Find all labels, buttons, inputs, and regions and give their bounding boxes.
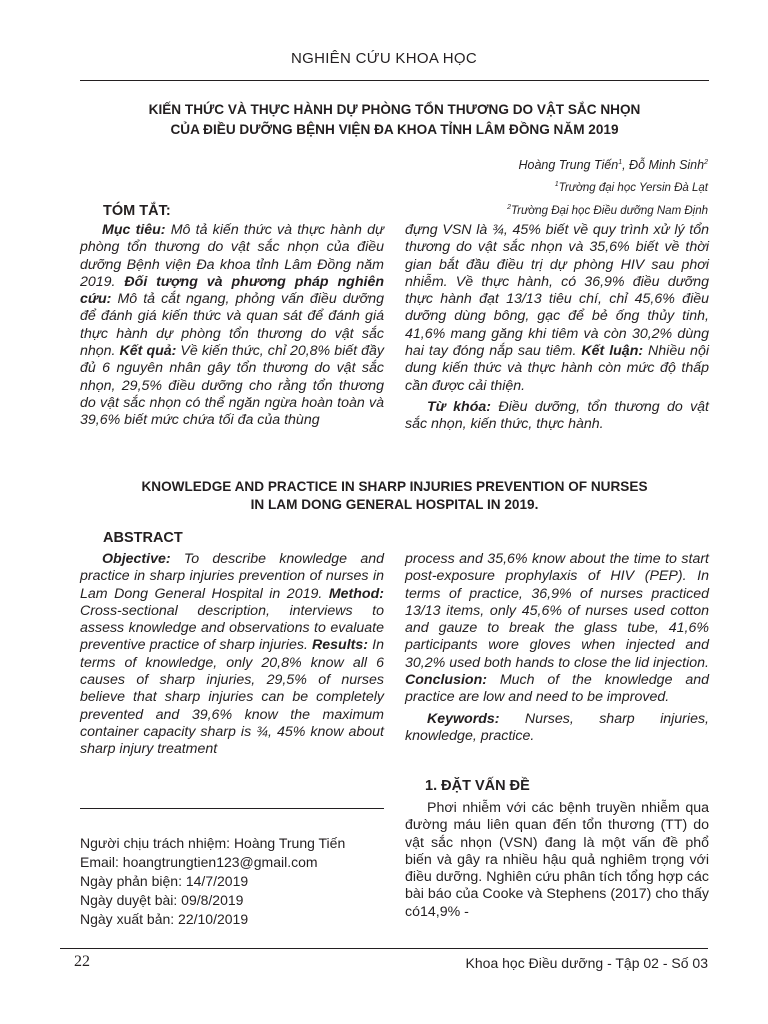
tomtat-heading: TÓM TẮT: <box>103 203 171 219</box>
section-header: NGHIÊN CỨU KHOA HỌC <box>290 50 478 67</box>
affiliation-2 <box>507 198 708 221</box>
footnote-publish-date: Ngày xuất bản: 22/10/2019 <box>80 911 249 927</box>
footer-divider <box>60 948 708 949</box>
tomtat-paragraph-cont <box>405 222 709 395</box>
aff2-text: Trường Đại học Điều dưỡng Nam Định <box>510 204 708 217</box>
author-line <box>507 153 708 175</box>
method-label-vi: Đối tượng và phương pháp nghiên cứu: <box>80 273 384 308</box>
conclusion-label-vi: Kết luận: <box>581 343 644 360</box>
intro-paragraph: Phơi nhiễm với các bệnh truyền nhiễm qua đường máu liên quan đến tổn thương (TT) do vật sắc nhọn (VSN) đang là một vấn đề phổ biến và gây ra nhiều hậu quả nghiêm trọng với điều dưỡng. Nghiên cứu phân tích tổng hợp các bài báo của Cooke và Stephens (2017) cho thấy có14,9% - <box>405 800 709 920</box>
results-label-en: Results: <box>312 637 369 654</box>
keywords-label-en: Keywords: <box>427 710 500 727</box>
keywords-en <box>405 711 709 746</box>
intro-column <box>405 800 709 921</box>
results-text-vi-left: Về kiến thức, chỉ 20,8% biết đầy đủ 6 nguyên nhân gây tổn thương do vật sắc nhọn, 29,5% điều dưỡng cho rằng tổn thương do vật sắc nhọn có thể ngăn ngừa hoàn toàn và 39,6% biết mức chứa tối đa của thùng <box>80 343 384 429</box>
abstract-right-column <box>405 551 709 745</box>
objective-label-vi: Mục tiêu: <box>102 222 166 238</box>
conclusion-text-en: Much of the knowledge and practice are low and need to be improved. <box>405 672 709 706</box>
keywords-label-vi: Từ khóa: <box>427 398 491 415</box>
tomtat-paragraph <box>80 222 384 430</box>
aff1-sup: 1 <box>554 181 559 189</box>
article-title-vi <box>80 100 709 140</box>
results-text-en-left: In terms of knowledge, only 20,8% know all 6 causes of sharp injuries, 29,5% of nurses believe that sharp injuries can be completely prevented and 39,6% know the maximum container capacity sharp is ¾, 45% know about sharp injury treatment <box>80 637 384 758</box>
author-1: Hoàng Trung Tiến <box>518 158 619 173</box>
footnote-divider <box>80 808 384 809</box>
header-divider <box>80 80 709 81</box>
method-text-vi: Mô tả cắt ngang, phỏng vấn điều dưỡng để đánh giá kiến thức và quan sát để đánh giá thực hành dự phòng tổn thương do vật sắc nhọn. <box>80 291 384 360</box>
footnote-block <box>80 834 345 929</box>
objective-label-en: Objective: <box>102 551 171 567</box>
abstract-paragraph <box>80 551 384 759</box>
author-1-sup: 1 <box>618 159 623 166</box>
footnote-email: Email: hoangtrungtien123@gmail.com <box>80 854 318 870</box>
footnote-review-date: Ngày phản biện: 14/7/2019 <box>80 873 249 889</box>
affiliation-1 <box>507 175 708 198</box>
keywords-text-en: Nurses, sharp injuries, knowledge, practice. <box>405 710 709 744</box>
method-text-en: Cross-sectional description, interviews to assess knowledge and observations to evaluate preventive practice of sharp injuries. <box>80 602 384 654</box>
objective-text-en: To describe knowledge and practice in sharp injuries prevention of nurses in Lam Dong General Hospital in 2019. <box>80 551 384 602</box>
method-label-en: Method: <box>328 585 384 602</box>
results-label-vi: Kết quả: <box>119 343 177 360</box>
keywords-vi <box>405 399 709 434</box>
article-title-en <box>80 478 709 514</box>
objective-text-vi: Mô tả kiến thức và thực hành dự phòng tổn thương do vật sắc nhọn của điều dưỡng Bệnh viện Đa khoa tỉnh Lâm Đồng năm 2019. <box>80 222 384 290</box>
conclusion-text-vi: Nhiều nội dung kiến thức và thực hành còn mức độ thấp cần được cải thiện. <box>405 343 709 394</box>
footnote-responsible: Người chịu trách nhiệm: Hoàng Trung Tiến <box>80 835 346 851</box>
tomtat-right-column <box>405 222 709 434</box>
author-separator: , <box>622 158 630 173</box>
authors-block <box>507 153 708 221</box>
results-text-en-right: process and 35,6% know about the time to start post-exposure prophylaxis of HIV (PEP). In terms of practice, 36,9% of nurses practiced 13/13 items, only 45,6% of nurses used cotton and gauze to break the glass tube, 41,6% participants wore gloves when injected and 30,2% used both hands to close the lid injection. <box>405 551 709 671</box>
aff2-sup: 2 <box>507 203 511 211</box>
results-text-vi-right: đựng VSN là ¾, 45% biết về quy trình xử lý tổn thương do vật sắc nhọn và 35,6% biết về thời gian bắt đầu điều trị dự phòng HIV sau phơi nhiễm. Về thực hành, có 36,9% điều dưỡng thực hành đạt 13/13 tiêu chí, chỉ 45,6% điều dưỡng dùng bông, gạc để bẻ ống thủy tinh, 41,6% mang găng khi tiêm và còn 30,2% dùng hai tay đóng nắp sau tiêm. <box>405 222 709 360</box>
title-en-line-2: IN LAM DONG GENERAL HOSPITAL IN 2019. <box>250 497 539 512</box>
keywords-text-vi: Điều dưỡng, tổn thương do vật sắc nhọn, kiến thức, thực hành. <box>405 398 710 433</box>
title-vi-line-1: KIẾN THỨC VÀ THỰC HÀNH DỰ PHÒNG TỔN THƯƠNG DO VẬT SẮC NHỌN <box>148 102 641 117</box>
journal-name: Khoa học Điều dưỡng - Tập 02 - Số 03 <box>465 955 708 971</box>
intro-heading: 1. ĐẶT VẤN ĐỀ <box>425 778 530 794</box>
tomtat-left-column <box>80 222 384 430</box>
aff1-text: Trường đại học Yersin Đà Lạt <box>558 181 708 194</box>
abstract-paragraph-cont <box>405 551 709 707</box>
abstract-left-column <box>80 551 384 759</box>
title-en-line-1: KNOWLEDGE AND PRACTICE IN SHARP INJURIES PREVENTION OF NURSES <box>141 479 648 494</box>
title-vi-line-2: CỦA ĐIỀU DƯỠNG BỆNH VIỆN ĐA KHOA TỈNH LÂM ĐỒNG NĂM 2019 <box>170 122 619 137</box>
author-2-sup: 2 <box>704 159 708 166</box>
page-number: 22 <box>74 953 90 970</box>
author-2: Đỗ Minh Sinh <box>629 158 705 173</box>
abstract-heading: ABSTRACT <box>103 530 183 546</box>
conclusion-label-en: Conclusion: <box>405 672 487 689</box>
footnote-accept-date: Ngày duyệt bài: 09/8/2019 <box>80 892 244 908</box>
